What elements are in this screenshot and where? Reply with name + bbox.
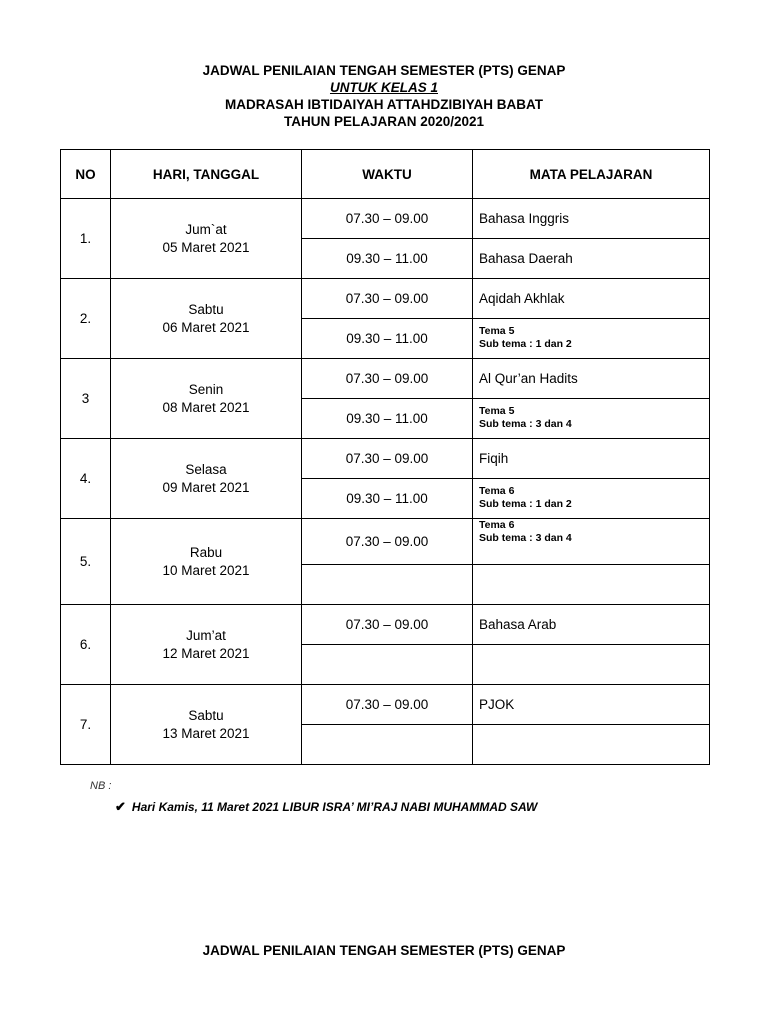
subject-cell: Fiqih [473, 439, 710, 479]
row-number: 1. [61, 199, 111, 279]
theme-label: Tema 6 [479, 519, 515, 531]
day-name: Jum`at [185, 221, 227, 237]
checkmark-icon: ✔ [115, 799, 126, 814]
table-row [61, 439, 710, 479]
table-row [61, 605, 710, 645]
class-subtitle-text: UNTUK KELAS 1 [329, 80, 438, 95]
theme-cell [473, 399, 710, 439]
subtheme-label: Sub tema : 3 dan 4 [479, 418, 572, 430]
school-name: MADRASAH IBTIDAIYAH ATTAHDZIBIYAH BABAT [225, 97, 543, 112]
theme-label: Tema 5 [479, 325, 515, 337]
exam-date: 08 Maret 2021 [162, 399, 250, 415]
subject-cell: Bahasa Arab [473, 605, 710, 645]
theme-label: Tema 5 [479, 405, 515, 417]
note-label: NB : [90, 780, 112, 792]
holiday-note-text: Hari Kamis, 11 Maret 2021 LIBUR ISRA’ MI’RAJ NABI MUHAMMAD SAW [131, 800, 538, 814]
column-header-day-date: HARI, TANGGAL [111, 150, 302, 199]
exam-schedule-table [60, 149, 710, 765]
day-name: Rabu [189, 544, 223, 560]
document-title: JADWAL PENILAIAN TENGAH SEMESTER (PTS) GENAP [202, 63, 566, 78]
time-cell: 07.30 – 09.00 [302, 199, 473, 239]
day-date-cell [111, 605, 302, 685]
subject-cell: PJOK [473, 685, 710, 725]
theme-cell [473, 519, 710, 565]
row-number: 5. [61, 519, 111, 605]
day-name: Sabtu [188, 707, 224, 723]
day-name: Sabtu [188, 301, 224, 317]
time-cell [302, 565, 473, 605]
exam-date: 05 Maret 2021 [162, 239, 250, 255]
exam-date: 12 Maret 2021 [162, 645, 250, 661]
day-name: Senin [188, 381, 224, 397]
theme-cell [473, 479, 710, 519]
row-number: 2. [61, 279, 111, 359]
exam-date: 10 Maret 2021 [162, 562, 250, 578]
table-row [61, 279, 710, 319]
day-date-cell [111, 439, 302, 519]
subject-cell: Al Qur’an Hadits [473, 359, 710, 399]
day-date-cell [111, 199, 302, 279]
time-cell: 07.30 – 09.00 [302, 685, 473, 725]
day-name: Selasa [185, 461, 227, 477]
time-cell: 07.30 – 09.00 [302, 359, 473, 399]
exam-date: 09 Maret 2021 [162, 479, 250, 495]
table-row [61, 519, 710, 565]
time-cell: 09.30 – 11.00 [302, 479, 473, 519]
subtheme-label: Sub tema : 1 dan 2 [479, 498, 572, 510]
day-date-cell [111, 685, 302, 765]
table-row [61, 199, 710, 239]
subject-cell [473, 645, 710, 685]
subtheme-label: Sub tema : 3 dan 4 [479, 532, 572, 544]
column-header-subject: MATA PELAJARAN [473, 150, 710, 199]
time-cell: 09.30 – 11.00 [302, 239, 473, 279]
subject-cell: Aqidah Akhlak [473, 279, 710, 319]
day-date-cell [111, 519, 302, 605]
exam-date: 13 Maret 2021 [162, 725, 250, 741]
subject-cell: Bahasa Daerah [473, 239, 710, 279]
table-header-row [61, 150, 710, 199]
table-row [61, 359, 710, 399]
time-cell [302, 725, 473, 765]
column-header-time: WAKTU [302, 150, 473, 199]
day-date-cell [111, 279, 302, 359]
subject-cell: Bahasa Inggris [473, 199, 710, 239]
subject-cell [473, 565, 710, 605]
row-number: 3 [61, 359, 111, 439]
subtheme-label: Sub tema : 1 dan 2 [479, 338, 572, 350]
time-cell: 07.30 – 09.00 [302, 279, 473, 319]
theme-label: Tema 6 [479, 485, 515, 497]
row-number: 6. [61, 605, 111, 685]
academic-year: TAHUN PELAJARAN 2020/2021 [283, 114, 485, 129]
class-subtitle [0, 79, 768, 96]
time-cell: 07.30 – 09.00 [302, 439, 473, 479]
theme-cell [473, 319, 710, 359]
column-header-no: NO [61, 150, 111, 199]
next-page-title: JADWAL PENILAIAN TENGAH SEMESTER (PTS) GENAP [202, 943, 566, 958]
subject-cell [473, 725, 710, 765]
time-cell: 09.30 – 11.00 [302, 319, 473, 359]
holiday-note [115, 799, 537, 815]
time-cell [302, 645, 473, 685]
day-name: Jum’at [186, 627, 226, 643]
day-date-cell [111, 359, 302, 439]
row-number: 7. [61, 685, 111, 765]
time-cell: 07.30 – 09.00 [302, 605, 473, 645]
exam-date: 06 Maret 2021 [162, 319, 250, 335]
row-number: 4. [61, 439, 111, 519]
table-row [61, 685, 710, 725]
time-cell: 07.30 – 09.00 [302, 519, 473, 565]
time-cell: 09.30 – 11.00 [302, 399, 473, 439]
